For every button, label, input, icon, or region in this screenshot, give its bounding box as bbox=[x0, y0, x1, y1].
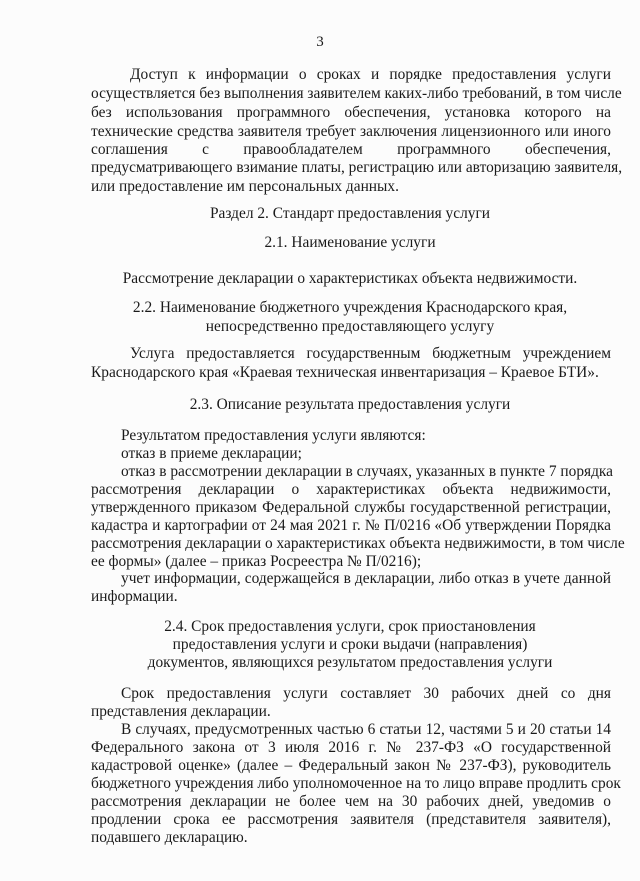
paragraph-line: осуществляется без выполнения заявителем каких-либо требований, в том числе bbox=[91, 85, 622, 102]
paragraph-line: ее формы» (далее – приказ Росреестра № П/0216); bbox=[91, 553, 422, 570]
paragraph-line: рассмотрения декларации не более чем на 30 рабочих дней, уведомив о bbox=[91, 793, 611, 810]
list-item: учет информации, содержащейся в декларации, либо отказ в учете данной bbox=[121, 570, 611, 587]
subsection-heading: предоставления услуги и сроки выдачи (направления) bbox=[172, 636, 528, 653]
subsection-heading: непосредственно предоставляющего услугу bbox=[205, 318, 495, 335]
paragraph-line: технические средства заявителя требует заключения лицензионного или иного bbox=[91, 123, 611, 140]
service-name: Рассмотрение декларации о характеристиках объекта недвижимости. bbox=[122, 270, 578, 287]
paragraph-line: Федерального закона от 3 июля 2016 г. № 237-ФЗ «О государственной bbox=[91, 739, 611, 756]
subsection-heading: документов, являющихся результатом предоставления услуги bbox=[147, 654, 553, 671]
paragraph-line: В случаях, предусмотренных частью 6 статьи 12, частями 5 и 20 статьи 14 bbox=[121, 721, 611, 738]
paragraph-line: информации. bbox=[91, 588, 178, 605]
paragraph-line: кадастровой оценке» (далее – Федеральный закон № 237-ФЗ), руководитель bbox=[91, 757, 611, 774]
paragraph-line: рассмотрения декларации о характеристиках объекта недвижимости, в том числе bbox=[91, 535, 625, 552]
paragraph-line: или предоставление им персональных данных. bbox=[91, 178, 399, 195]
paragraph-line: представления декларации. bbox=[91, 703, 271, 720]
paragraph-line: Срок предоставления услуги составляет 30 рабочих дней со дня bbox=[121, 685, 611, 702]
subsection-heading: 2.1. Наименование услуги bbox=[264, 234, 436, 251]
page-number: 3 bbox=[316, 34, 324, 50]
list-item: отказ в рассмотрении декларации в случаях, указанных в пункте 7 порядка bbox=[121, 463, 614, 480]
paragraph-line: Услуга предоставляется государственным бюджетным учреждением bbox=[130, 345, 611, 362]
paragraph-line: Результатом предоставления услуги являются: bbox=[121, 427, 426, 444]
subsection-heading: 2.4. Срок предоставления услуги, срок приостановления bbox=[164, 618, 536, 635]
paragraph-line: подавшего декларацию. bbox=[91, 829, 248, 846]
paragraph-line: рассмотрения декларации о характеристиках объекта недвижимости, bbox=[91, 481, 611, 498]
subsection-heading: 2.3. Описание результата предоставления услуги bbox=[189, 396, 511, 413]
paragraph-line: Краснодарского края «Краевая техническая инвентаризация – Краевое БТИ». bbox=[91, 364, 599, 381]
paragraph-line: бюджетного учреждения либо уполномоченное на то лицо вправе продлить срок bbox=[91, 775, 621, 792]
section-title: Раздел 2. Стандарт предоставления услуги bbox=[209, 205, 490, 222]
paragraph-line: соглашения с правообладателем программного обеспечения, bbox=[91, 141, 611, 158]
paragraph-line: без использования программного обеспечения, установка которого на bbox=[91, 104, 611, 121]
paragraph-line: кадастра и картографии от 24 мая 2021 г. № П/0216 «Об утверждении Порядка bbox=[91, 517, 611, 534]
paragraph-line: продлении срока ее рассмотрения заявителя (представителя заявителя), bbox=[91, 811, 611, 828]
paragraph-line: предусматривающего взимание платы, регистрацию или авторизацию заявителя, bbox=[91, 159, 623, 176]
list-item: отказ в приеме декларации; bbox=[121, 445, 302, 462]
paragraph-line: Доступ к информации о сроках и порядке предоставления услуги bbox=[130, 66, 611, 83]
paragraph-line: утвержденного приказом Федеральной службы государственной регистрации, bbox=[91, 499, 611, 516]
subsection-heading: 2.2. Наименование бюджетного учреждения Краснодарского края, bbox=[132, 299, 568, 316]
